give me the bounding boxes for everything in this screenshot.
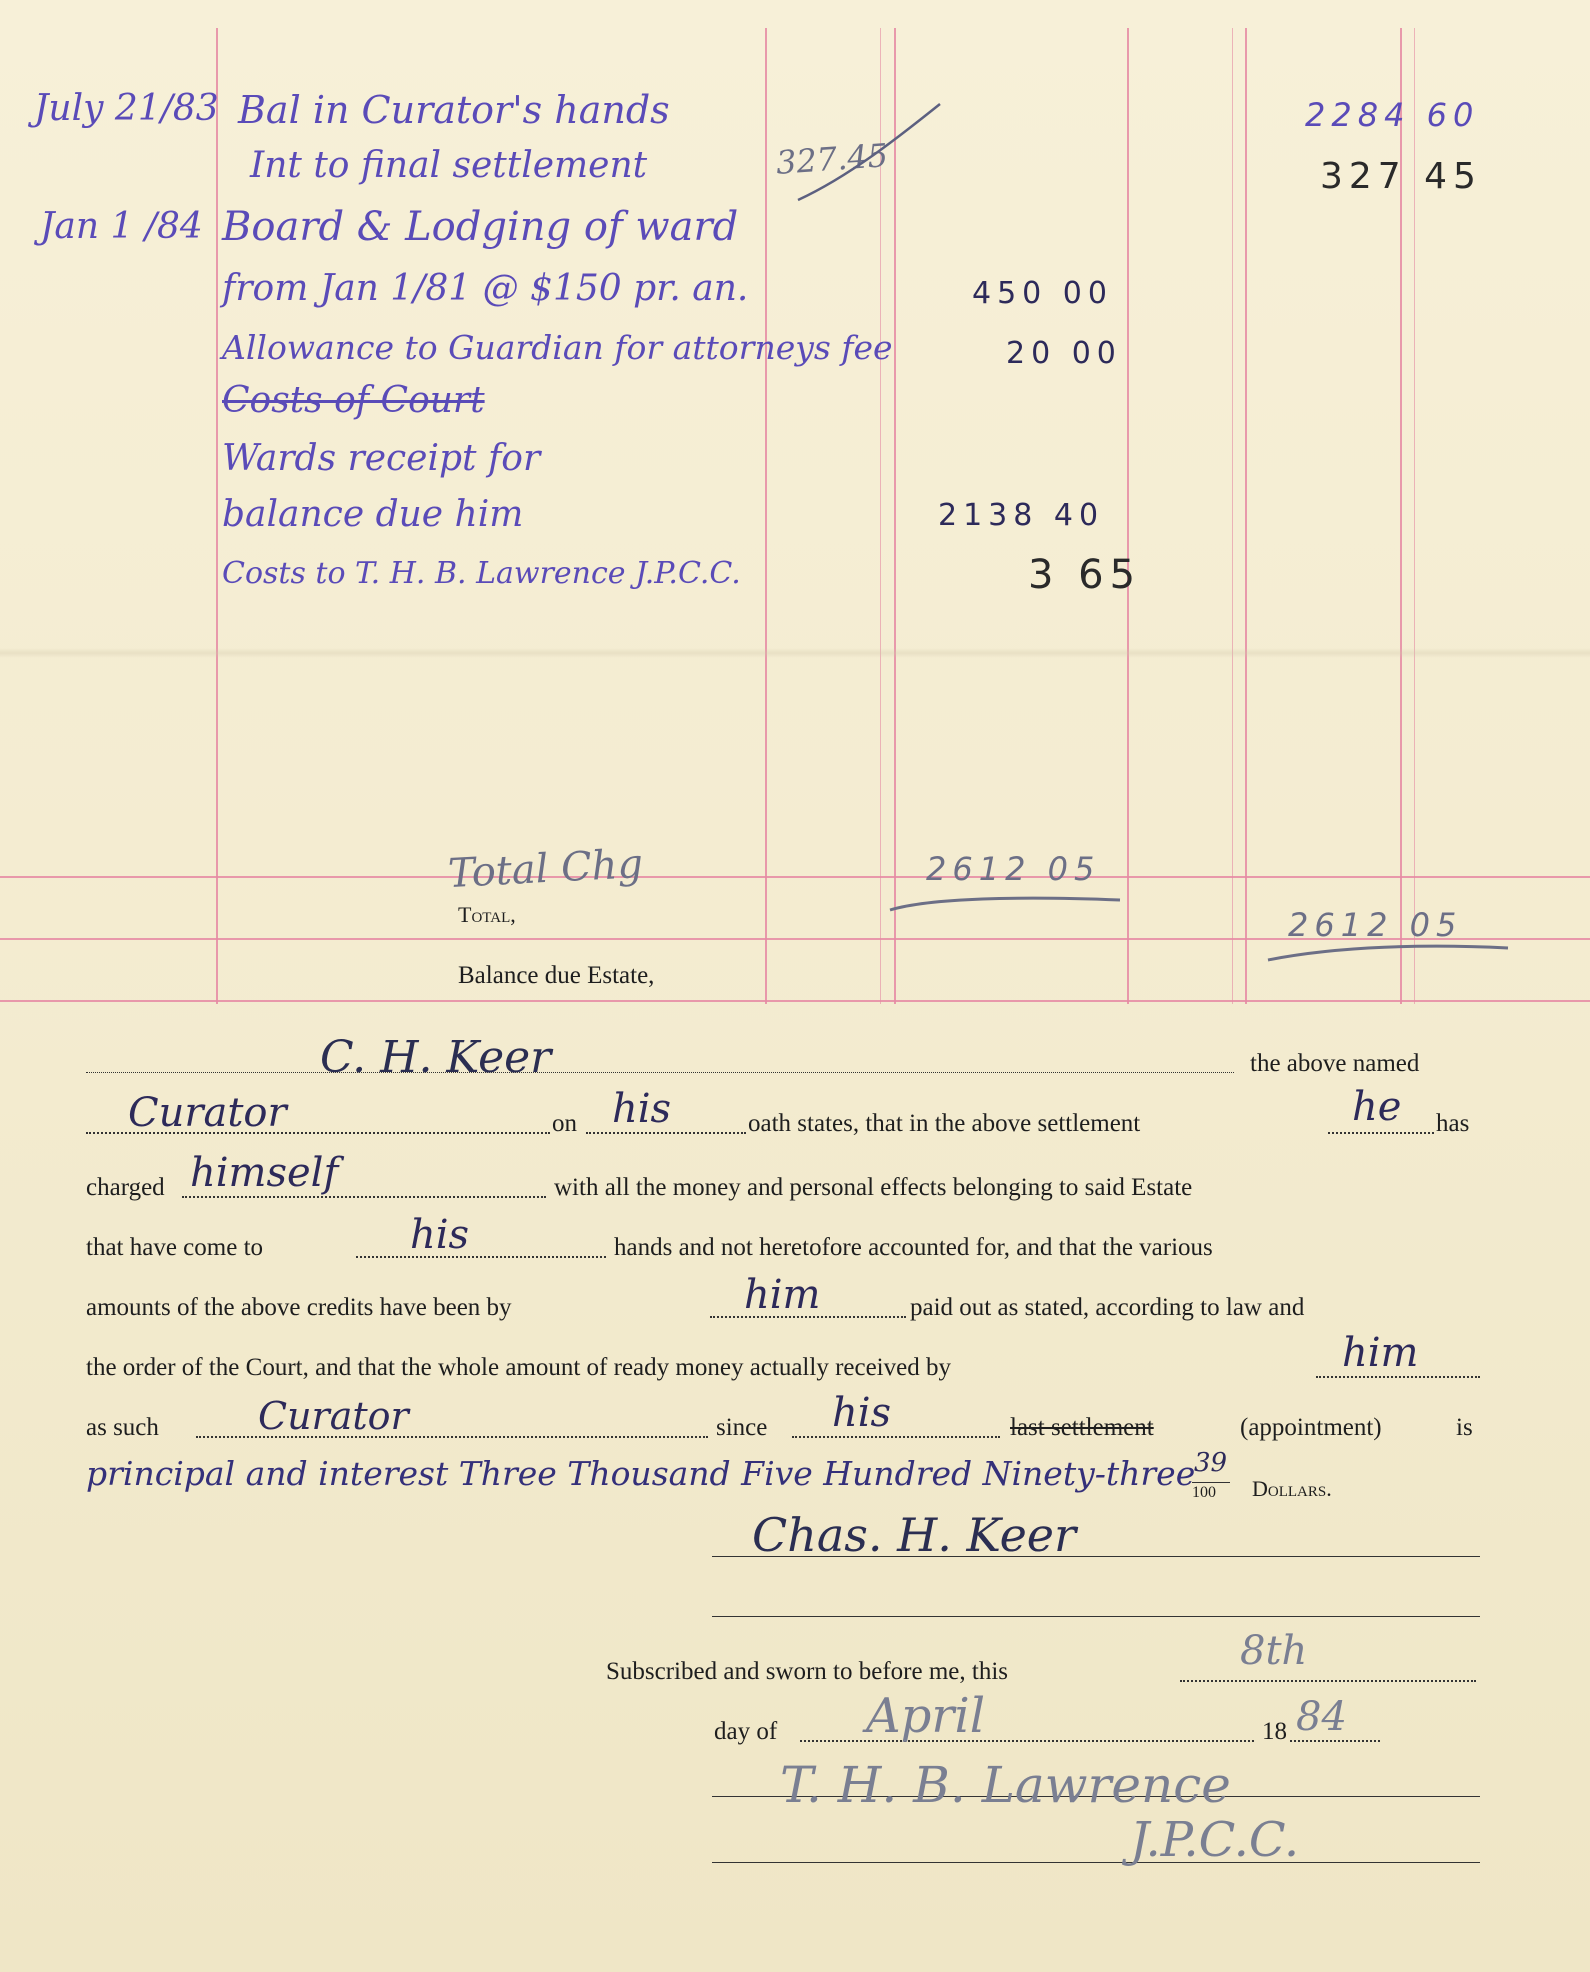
pronoun-he: he	[1352, 1084, 1402, 1130]
year-blank	[1290, 1740, 1380, 1742]
day-value: 8th	[1240, 1628, 1308, 1674]
entry-desc: Bal in Curator's hands	[238, 88, 670, 132]
total-underline	[870, 890, 1130, 920]
text-as-such: as such	[86, 1414, 159, 1441]
role: Curator	[258, 1394, 409, 1438]
rule-col-5	[1232, 28, 1233, 1004]
cents-numerator: 39	[1194, 1448, 1228, 1478]
entry-desc: balance due him	[222, 494, 524, 535]
text-oath: oath states, that in the above settlement	[748, 1110, 1141, 1137]
rule-total-top	[0, 876, 1590, 878]
himself-blank	[182, 1196, 546, 1198]
text-day-of: day of	[714, 1718, 778, 1745]
text-above-named: the above named	[1250, 1050, 1420, 1077]
pronoun-him: him	[744, 1272, 821, 1318]
official-title: J.P.C.C.	[1130, 1812, 1300, 1868]
pronoun-him: him	[1342, 1330, 1419, 1376]
total-chg-label: Total Chg	[446, 840, 645, 898]
year-prefix: 18	[1262, 1718, 1287, 1745]
text-last-settlement: last settlement	[1010, 1414, 1154, 1441]
entry-amount: 2138 40	[938, 498, 1105, 533]
total-amount-underline	[1258, 940, 1518, 970]
text-that-have: that have come to	[86, 1234, 264, 1261]
rule-col-6	[1245, 28, 1247, 1004]
margin-note-slash	[790, 96, 950, 206]
entry-desc: Costs to T. H. B. Lawrence J.P.C.C.	[222, 556, 741, 591]
entry-date: Jan 1 /84	[40, 206, 203, 247]
official-signature: T. H. B. Lawrence	[780, 1756, 1231, 1814]
balance-label: Balance due Estate,	[458, 962, 655, 989]
name-blank	[86, 1072, 1234, 1073]
text-order: the order of the Court, and that the whole amount of ready money actually received by	[86, 1354, 951, 1381]
entry-desc: Board & Lodging of ward	[222, 204, 739, 250]
entry-amount: 3 65	[1028, 552, 1142, 598]
total-amount: 2612 05	[1288, 906, 1463, 944]
text-subscribed: Subscribed and sworn to before me, this	[606, 1658, 1009, 1685]
text-has: has	[1436, 1110, 1470, 1137]
pronoun-blank	[1328, 1132, 1434, 1134]
text-with-all: with all the money and personal effects belonging to said Estate	[554, 1174, 1193, 1201]
total-label: Total,	[458, 902, 516, 927]
entry-desc: from Jan 1/81 @ $150 pr. an.	[222, 268, 749, 309]
total-chg-amount: 2612 05	[926, 850, 1101, 888]
pronoun-blank	[1316, 1376, 1480, 1378]
text-dollars: Dollars.	[1252, 1476, 1332, 1501]
rule-margin	[216, 28, 218, 1004]
entry-desc-struck: Costs of Court	[222, 380, 485, 421]
rule-col-1	[765, 28, 767, 1004]
day-blank	[1180, 1680, 1476, 1682]
entry-desc: Wards receipt for	[222, 438, 541, 479]
entry-desc: Int to final settlement	[250, 145, 648, 186]
text-is: is	[1456, 1414, 1473, 1441]
text-on: on	[552, 1110, 577, 1137]
curator-name: C. H. Keer	[320, 1032, 552, 1083]
himself: himself	[190, 1150, 339, 1196]
text-appointment: (appointment)	[1240, 1414, 1382, 1441]
pronoun-his: his	[612, 1086, 672, 1132]
margin-note: 327.45	[774, 136, 890, 182]
pronoun-his: his	[832, 1390, 892, 1436]
pronoun-blank	[586, 1132, 746, 1134]
text-charged: charged	[86, 1174, 165, 1201]
entry-date: July 21/83	[34, 88, 219, 129]
entry-right-amount: 327 45	[1320, 156, 1482, 197]
year-suffix: 84	[1296, 1694, 1347, 1740]
text-paid: paid out as stated, according to law and	[910, 1294, 1305, 1321]
cents-denominator: 100	[1192, 1484, 1216, 1501]
rule-balance-bottom	[0, 1000, 1590, 1002]
paper-fold	[0, 648, 1590, 658]
text-amounts: amounts of the above credits have been by	[86, 1294, 512, 1321]
amount-in-words: principal and interest Three Thousand Five Hundred Ninety-three	[86, 1454, 1196, 1493]
month: April	[866, 1688, 986, 1744]
rule-col-4	[1127, 28, 1129, 1004]
cents-fraction-bar	[1192, 1482, 1230, 1483]
pronoun-his: his	[410, 1212, 470, 1258]
signature-line-2	[712, 1616, 1480, 1617]
entry-right-amount: 2284 60	[1305, 96, 1480, 134]
pronoun-blank	[356, 1256, 606, 1258]
text-since: since	[716, 1414, 768, 1441]
official-title-line	[712, 1862, 1480, 1863]
role: Curator	[128, 1090, 287, 1136]
text-hands: hands and not heretofore accounted for, and that the various	[614, 1234, 1213, 1261]
entry-desc: Allowance to Guardian for attorneys fee	[222, 328, 893, 367]
entry-amount: 20 00	[1006, 336, 1122, 371]
pronoun-blank	[792, 1436, 1000, 1438]
entry-amount: 450 00	[972, 276, 1113, 311]
curator-signature: Chas. H. Keer	[752, 1508, 1077, 1562]
